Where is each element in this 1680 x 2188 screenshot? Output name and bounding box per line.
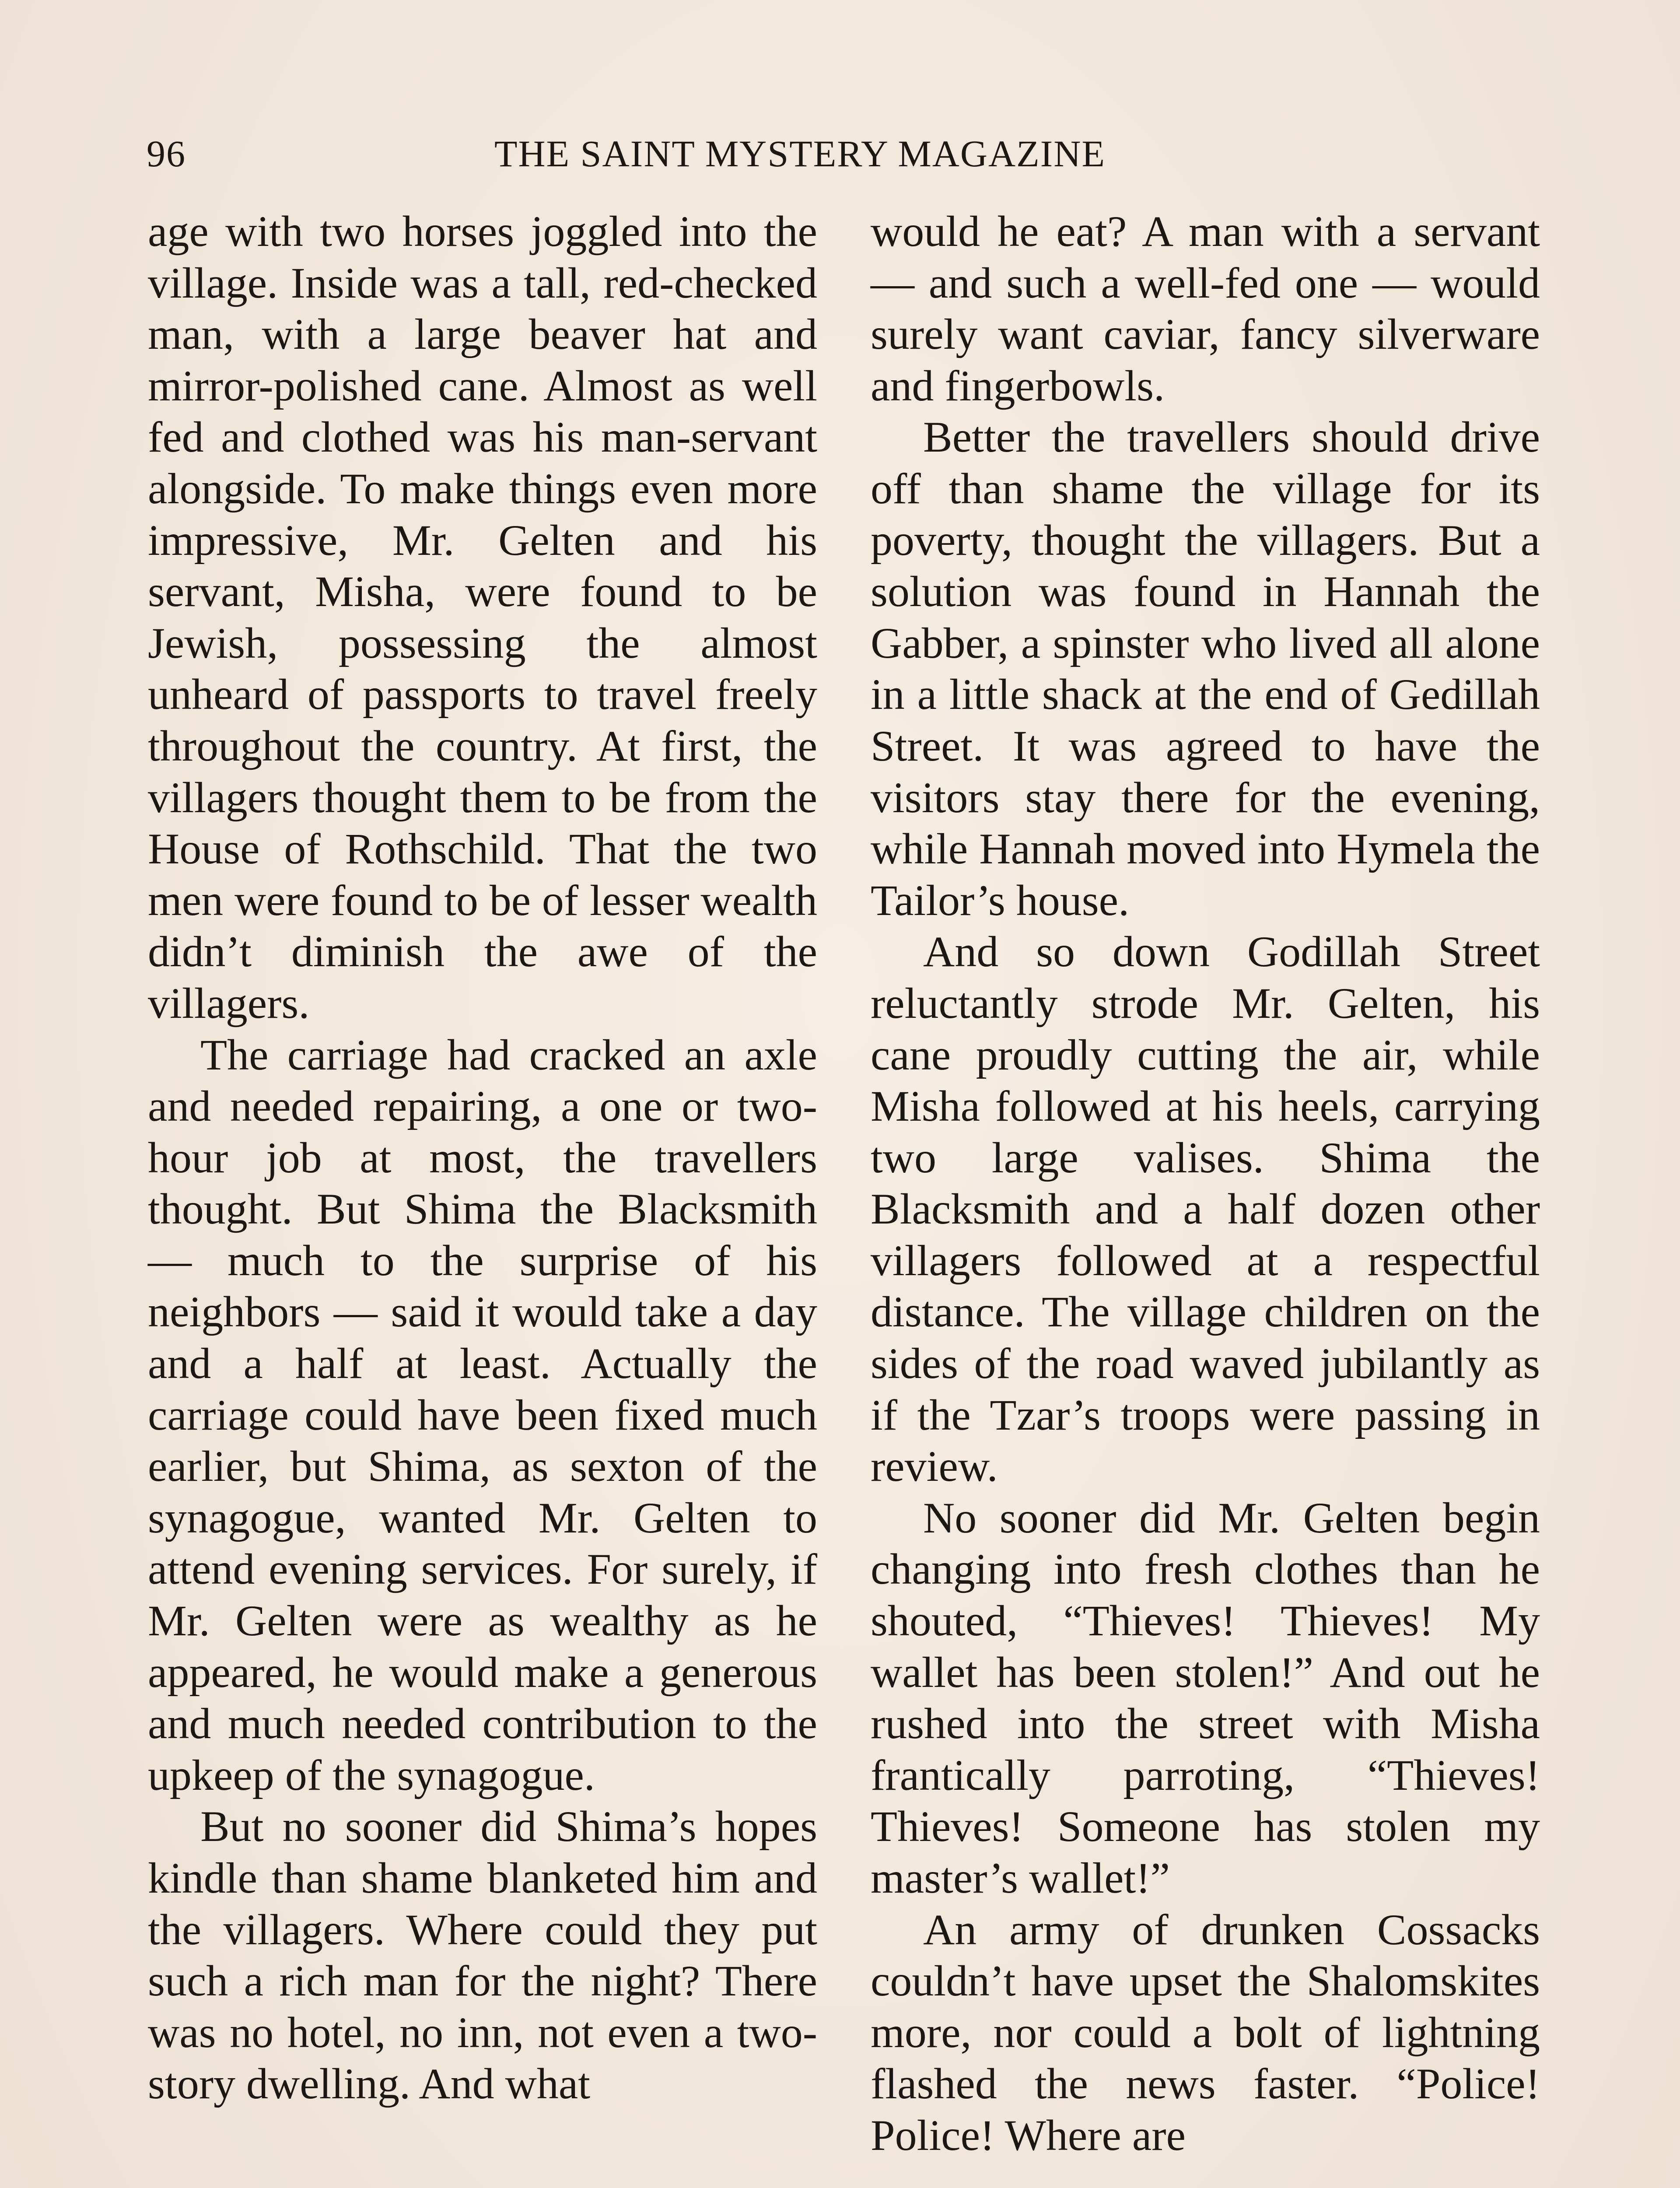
paragraph: But no sooner did Shima’s hopes kindle than shame blanketed him and the villagers. Where could they put such a rich man for the night? There was no hotel, no inn, not even a two-story dwelling. And what [148, 1802, 817, 2108]
paragraph: would he eat? A man with a servant — and such a well-fed one — would surely want caviar, fancy silverware and fingerbowls. [871, 207, 1540, 410]
paragraph: age with two horses joggled into the village. Inside was a tall, red-checked man, with a large beaver hat and mirror-polished cane. Almost as well fed and clothed was his man-servant alongside. To make things even more impressive, Mr. Gelten and his servant, Misha, were found to be Jewish, possessing the almost unheard of passports to travel freely throughout the country. At first, the villagers thought them to be from the House of Rothschild. That the two men were found to be of lesser wealth didn’t diminish the awe of the villagers. [148, 207, 817, 1027]
paragraph: And so down Godillah Street reluctantly strode Mr. Gelten, his cane proudly cutting the air, while Misha followed at his heels, carrying two large valises. Shima the Blacksmith and a half dozen other villagers followed at a respectful distance. The village children on the sides of the road waved jubilantly as if the Tzar’s troops were passing in review. [871, 927, 1540, 1491]
page-number: 96 [147, 133, 186, 175]
paragraph: An army of drunken Cossacks couldn’t have upset the Shalomskites more, nor could a bolt of lightning flashed the news faster. “Police! Police! Where are [871, 1905, 1540, 2160]
right-column [871, 206, 1540, 2161]
running-head [147, 130, 1197, 178]
magazine-title: THE SAINT MYSTERY MAGAZINE [494, 133, 1106, 175]
left-column [148, 206, 817, 2110]
paragraph: Better the travellers should drive off than shame the village for its poverty, thought the villagers. But a solution was found in Hannah the Gabber, a spinster who lived all alone in a little shack at the end of Gedillah Street. It was agreed to have the visitors stay there for the evening, while Hannah moved into Hymela the Tailor’s house. [871, 413, 1540, 925]
paragraph: No sooner did Mr. Gelten begin changing into fresh clothes than he shouted, “Thieves! Thieves! My wallet has been stolen!” And out he rushed into the street with Misha frantically parroting, “Thieves! Thieves! Someone has stolen my master’s wallet!” [871, 1493, 1540, 1902]
paragraph: The carriage had cracked an axle and needed repairing, a one or two-hour job at most, the travellers thought. But Shima the Blacksmith — much to the surprise of his neighbors — said it would take a day and a half at least. Actually the carriage could have been fixed much earlier, but Shima, as sexton of the synagogue, wanted Mr. Gelten to attend evening services. For surely, if Mr. Gelten were as wealthy as he appeared, he would make a generous and much needed contribution to the upkeep of the synagogue. [148, 1030, 817, 1799]
